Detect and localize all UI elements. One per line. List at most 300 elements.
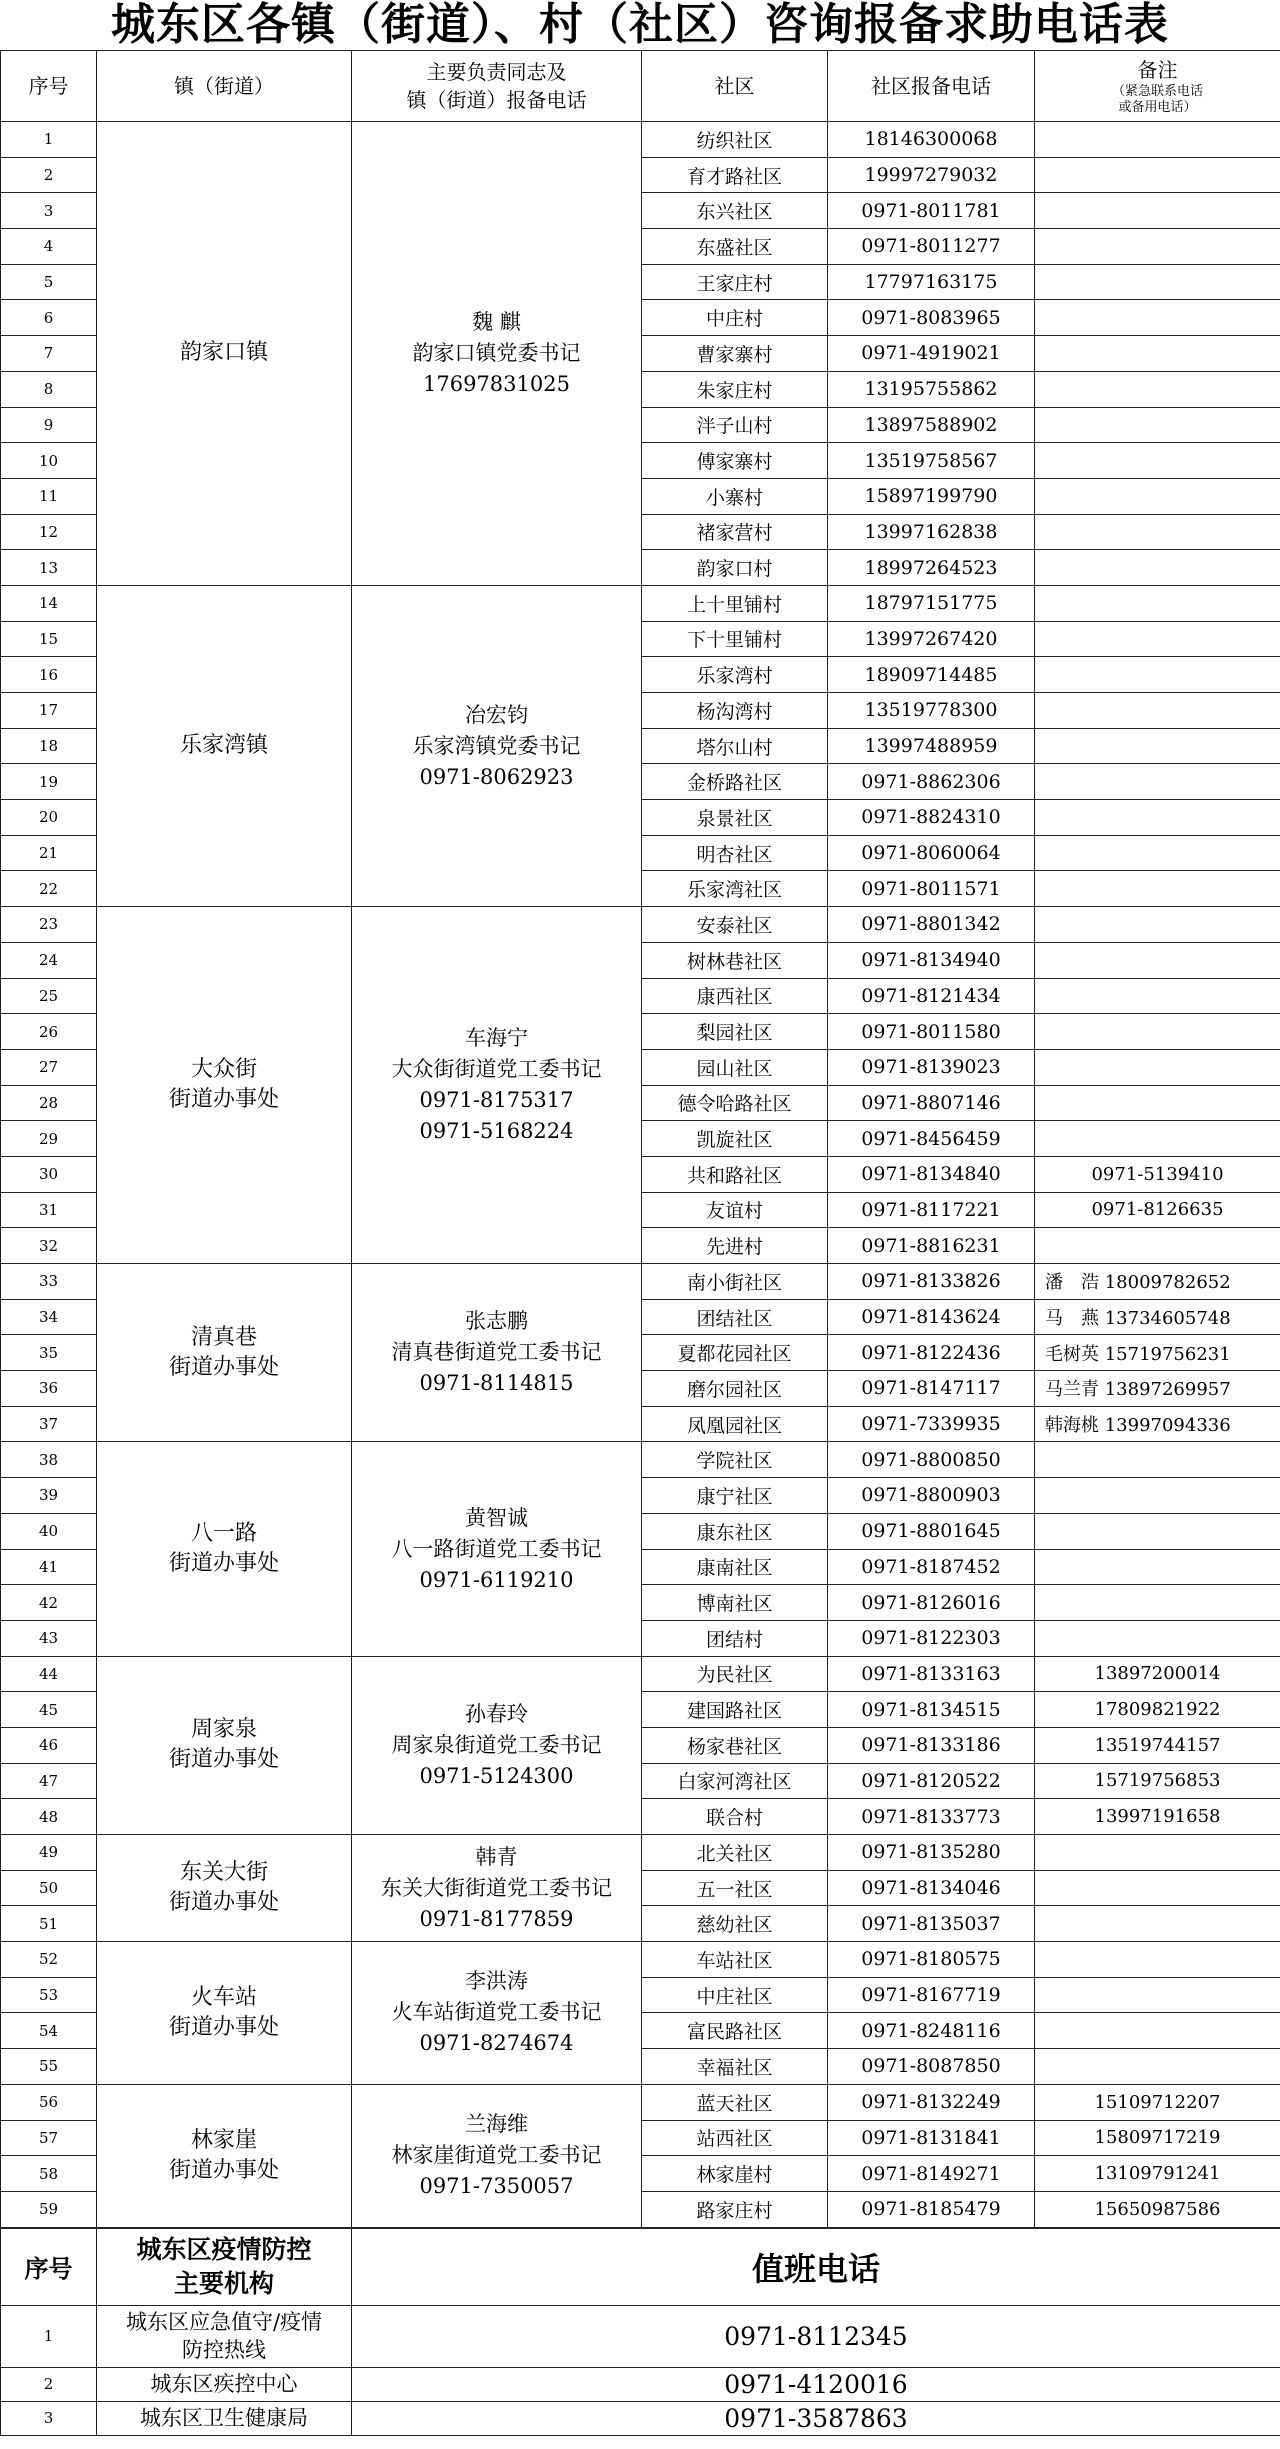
row-number: 27 — [1, 1049, 97, 1085]
community-phone: 0971-8011277 — [828, 229, 1035, 265]
epidemic-org — [97, 2305, 352, 2367]
header-leader — [352, 51, 642, 122]
community-phone: 0971-8167719 — [828, 1977, 1035, 2013]
community-name: 路家庄村 — [642, 2191, 828, 2227]
leader-info-line: 17697831025 — [423, 371, 570, 396]
community-phone: 0971-8133163 — [828, 1656, 1035, 1692]
community-name: 东盛社区 — [642, 229, 828, 265]
note-cell — [1035, 443, 1280, 479]
epidemic-table-body — [1, 2305, 1280, 2435]
epidemic-tel: 0971-8112345 — [352, 2305, 1280, 2367]
row-number: 38 — [1, 1442, 97, 1478]
community-phone: 0971-8187452 — [828, 1549, 1035, 1585]
community-phone: 0971-8800850 — [828, 1442, 1035, 1478]
community-phone: 0971-8060064 — [828, 835, 1035, 871]
row-number: 3 — [1, 193, 97, 229]
community-name: 明杏社区 — [642, 835, 828, 871]
note-cell — [1035, 621, 1280, 657]
row-number: 1 — [1, 122, 97, 158]
epidemic-org — [97, 2367, 352, 2401]
community-phone: 13897588902 — [828, 407, 1035, 443]
community-name: 慈幼社区 — [642, 1906, 828, 1942]
header-note-title: 备注 — [1137, 58, 1178, 82]
community-name: 塔尔山村 — [642, 728, 828, 764]
contact-table-body — [1, 122, 1280, 2228]
row-number: 22 — [1, 871, 97, 907]
community-name: 乐家湾村 — [642, 657, 828, 693]
note-cell: 韩海桃 13997094336 — [1035, 1406, 1280, 1442]
note-cell — [1035, 1513, 1280, 1549]
town-name-line: 林家崖 — [190, 2127, 257, 2153]
leader-info-line: 0971-8175317 — [419, 1088, 574, 1113]
community-name: 上十里铺村 — [642, 585, 828, 621]
community-phone: 0971-8862306 — [828, 764, 1035, 800]
community-name: 友谊村 — [642, 1192, 828, 1228]
table-row — [1, 2084, 1280, 2120]
note-cell — [1035, 407, 1280, 443]
community-phone: 17797163175 — [828, 264, 1035, 300]
community-name: 康宁社区 — [642, 1478, 828, 1514]
community-name: 下十里铺村 — [642, 621, 828, 657]
community-name: 梨园社区 — [642, 1014, 828, 1050]
town-name-line: 东关大街 — [179, 1860, 268, 1886]
leader-cell — [352, 1942, 642, 2085]
community-phone: 0971-8147117 — [828, 1371, 1035, 1407]
note-cell — [1035, 800, 1280, 836]
town-name-line: 韵家口镇 — [179, 340, 268, 366]
leader-info-line: 0971-8062923 — [419, 764, 574, 789]
community-name: 五一社区 — [642, 1870, 828, 1906]
row-number: 12 — [1, 514, 97, 550]
community-phone: 0971-8134515 — [828, 1692, 1035, 1728]
community-phone: 15897199790 — [828, 478, 1035, 514]
table-row — [1, 585, 1280, 621]
community-phone: 0971-8122303 — [828, 1620, 1035, 1656]
community-phone: 0971-8011781 — [828, 193, 1035, 229]
row-number: 30 — [1, 1156, 97, 1192]
epidemic-header-row — [1, 2228, 1280, 2305]
note-cell — [1035, 1835, 1280, 1871]
community-phone: 13519778300 — [828, 693, 1035, 729]
row-number: 15 — [1, 621, 97, 657]
community-name: 车站社区 — [642, 1942, 828, 1978]
leader-info-line: 韩青 — [475, 1844, 518, 1869]
leader-info-line: 0971-8114815 — [419, 1371, 574, 1396]
leader-info-line: 东关大街街道党工委书记 — [381, 1875, 612, 1900]
community-name: 王家庄村 — [642, 264, 828, 300]
community-phone: 0971-8117221 — [828, 1192, 1035, 1228]
note-cell — [1035, 229, 1280, 265]
community-name: 康西社区 — [642, 978, 828, 1014]
community-phone: 0971-8180575 — [828, 1942, 1035, 1978]
row-number: 59 — [1, 2191, 97, 2227]
leader-info-line: 魏 麒 — [472, 309, 521, 334]
community-name: 磨尔园社区 — [642, 1371, 828, 1407]
community-phone: 0971-8456459 — [828, 1121, 1035, 1157]
town-cell — [97, 1835, 352, 1942]
leader-cell — [352, 907, 642, 1264]
town-name-line: 清真巷 — [190, 1324, 257, 1350]
row-number: 6 — [1, 300, 97, 336]
community-name: 富民路社区 — [642, 2013, 828, 2049]
epidemic-header-org-line: 主要机构 — [173, 2268, 274, 2298]
note-cell: 马兰青 13897269957 — [1035, 1371, 1280, 1407]
community-name: 杨沟湾村 — [642, 693, 828, 729]
community-name: 树林巷社区 — [642, 942, 828, 978]
table-row — [1, 1835, 1280, 1871]
leader-info-line: 张志鹏 — [465, 1309, 528, 1334]
row-number: 56 — [1, 2084, 97, 2120]
note-cell — [1035, 1870, 1280, 1906]
row-number: 46 — [1, 1727, 97, 1763]
town-name-line: 街道办事处 — [168, 1747, 279, 1773]
row-number: 29 — [1, 1121, 97, 1157]
header-leader-line: 主要负责同志及 — [426, 60, 567, 84]
note-cell — [1035, 2013, 1280, 2049]
community-name: 中庄村 — [642, 300, 828, 336]
note-cell: 17809821922 — [1035, 1692, 1280, 1728]
row-number: 10 — [1, 443, 97, 479]
leader-cell — [352, 1835, 642, 1942]
epidemic-row — [1, 2305, 1280, 2367]
note-cell: 0971-8126635 — [1035, 1192, 1280, 1228]
community-phone: 0971-8800903 — [828, 1478, 1035, 1514]
row-number: 54 — [1, 2013, 97, 2049]
note-cell — [1035, 1121, 1280, 1157]
town-name-line: 街道办事处 — [168, 2157, 279, 2183]
header-town: 镇（街道） — [97, 51, 352, 122]
note-cell — [1035, 1442, 1280, 1478]
leader-info-line: 周家泉街道党工委书记 — [391, 1732, 602, 1757]
leader-info-line: 0971-5168224 — [419, 1119, 574, 1144]
note-cell: 马 燕 13734605748 — [1035, 1299, 1280, 1335]
community-phone: 0971-8133826 — [828, 1264, 1035, 1300]
epidemic-table — [0, 2228, 1280, 2436]
contact-table — [0, 50, 1280, 2228]
community-phone: 0971-8134840 — [828, 1156, 1035, 1192]
epidemic-row-number: 3 — [1, 2401, 97, 2435]
row-number: 28 — [1, 1085, 97, 1121]
note-cell — [1035, 835, 1280, 871]
town-name-line: 街道办事处 — [168, 1551, 279, 1576]
leader-cell — [352, 122, 642, 586]
row-number: 58 — [1, 2156, 97, 2192]
community-phone: 13195755862 — [828, 371, 1035, 407]
epidemic-row-number: 1 — [1, 2305, 97, 2367]
community-phone: 0971-8149271 — [828, 2156, 1035, 2192]
header-leader-line: 镇（街道）报备电话 — [406, 88, 587, 112]
note-cell — [1035, 728, 1280, 764]
row-number: 39 — [1, 1478, 97, 1514]
epidemic-header-org-line: 城东区疫情防控 — [136, 2234, 312, 2264]
row-number: 45 — [1, 1692, 97, 1728]
community-name: 康东社区 — [642, 1513, 828, 1549]
community-phone: 0971-8134046 — [828, 1870, 1035, 1906]
note-cell — [1035, 871, 1280, 907]
community-phone: 0971-8139023 — [828, 1049, 1035, 1085]
row-number: 5 — [1, 264, 97, 300]
community-name: 建国路社区 — [642, 1692, 828, 1728]
community-phone: 19997279032 — [828, 157, 1035, 193]
row-number: 36 — [1, 1371, 97, 1407]
note-cell — [1035, 478, 1280, 514]
town-cell — [97, 1442, 352, 1656]
community-name: 白家河湾社区 — [642, 1763, 828, 1799]
row-number: 34 — [1, 1299, 97, 1335]
row-number: 50 — [1, 1870, 97, 1906]
leader-info-line: 大众街街道党工委书记 — [391, 1057, 602, 1082]
community-name: 韵家口村 — [642, 550, 828, 586]
note-cell — [1035, 942, 1280, 978]
epidemic-tel: 0971-3587863 — [352, 2401, 1280, 2435]
row-number: 47 — [1, 1763, 97, 1799]
row-number: 26 — [1, 1014, 97, 1050]
note-cell — [1035, 371, 1280, 407]
note-cell — [1035, 764, 1280, 800]
community-name: 先进村 — [642, 1228, 828, 1264]
row-number: 48 — [1, 1799, 97, 1835]
leader-info-line: 车海宁 — [465, 1026, 528, 1051]
community-phone: 0971-8185479 — [828, 2191, 1035, 2227]
header-note-sub: （紧急联系电话 — [1111, 84, 1203, 99]
community-phone: 0971-8132249 — [828, 2084, 1035, 2120]
row-number: 4 — [1, 229, 97, 265]
note-cell — [1035, 1228, 1280, 1264]
community-name: 中庄社区 — [642, 1977, 828, 2013]
community-phone: 0971-8135280 — [828, 1835, 1035, 1871]
community-name: 南小街社区 — [642, 1264, 828, 1300]
community-name: 幸福社区 — [642, 2049, 828, 2085]
community-name: 学院社区 — [642, 1442, 828, 1478]
leader-info-line: 兰海维 — [465, 2112, 528, 2137]
header-note-sub: 或备用电话） — [1118, 100, 1197, 115]
town-cell — [97, 907, 352, 1264]
row-number: 11 — [1, 478, 97, 514]
leader-info-line: 0971-5124300 — [419, 1763, 574, 1788]
row-number: 35 — [1, 1335, 97, 1371]
community-phone: 18997264523 — [828, 550, 1035, 586]
header-community: 社区 — [642, 51, 828, 122]
town-cell — [97, 585, 352, 906]
community-phone: 18146300068 — [828, 122, 1035, 158]
community-name: 夏都花园社区 — [642, 1335, 828, 1371]
community-phone: 0971-8248116 — [828, 2013, 1035, 2049]
town-name-line: 周家泉 — [190, 1717, 257, 1743]
community-phone: 13997162838 — [828, 514, 1035, 550]
note-cell — [1035, 1049, 1280, 1085]
community-name: 博南社区 — [642, 1585, 828, 1621]
row-number: 31 — [1, 1192, 97, 1228]
note-cell — [1035, 1977, 1280, 2013]
row-number: 7 — [1, 336, 97, 372]
row-number: 2 — [1, 157, 97, 193]
leader-info-line: 八一路街道党工委书记 — [391, 1536, 602, 1561]
community-phone: 18797151775 — [828, 585, 1035, 621]
community-name: 育才路社区 — [642, 157, 828, 193]
note-cell — [1035, 978, 1280, 1014]
row-number: 51 — [1, 1906, 97, 1942]
note-cell: 15650987586 — [1035, 2191, 1280, 2227]
community-phone: 18909714485 — [828, 657, 1035, 693]
row-number: 37 — [1, 1406, 97, 1442]
community-phone: 0971-8143624 — [828, 1299, 1035, 1335]
community-name: 小寨村 — [642, 478, 828, 514]
note-cell — [1035, 336, 1280, 372]
leader-cell — [352, 2084, 642, 2227]
community-phone: 0971-8807146 — [828, 1085, 1035, 1121]
note-cell — [1035, 1942, 1280, 1978]
leader-info-line: 0971-8177859 — [419, 1906, 574, 1931]
note-cell: 13897200014 — [1035, 1656, 1280, 1692]
leader-info-line: 李洪涛 — [465, 1969, 528, 1994]
community-phone: 0971-8816231 — [828, 1228, 1035, 1264]
town-cell — [97, 1942, 352, 2085]
community-name: 东兴社区 — [642, 193, 828, 229]
community-name: 北关社区 — [642, 1835, 828, 1871]
leader-info-line: 韵家口镇党委书记 — [412, 340, 581, 365]
row-number: 9 — [1, 407, 97, 443]
community-phone: 0971-4919021 — [828, 336, 1035, 372]
note-cell — [1035, 1014, 1280, 1050]
community-name: 泉景社区 — [642, 800, 828, 836]
epidemic-row — [1, 2401, 1280, 2435]
community-phone: 0971-8083965 — [828, 300, 1035, 336]
note-cell — [1035, 514, 1280, 550]
community-phone: 0971-8121434 — [828, 978, 1035, 1014]
note-cell — [1035, 550, 1280, 586]
community-name: 凯旋社区 — [642, 1121, 828, 1157]
community-phone: 0971-7339935 — [828, 1406, 1035, 1442]
town-cell — [97, 1264, 352, 1442]
community-name: 傅家寨村 — [642, 443, 828, 479]
note-cell — [1035, 2049, 1280, 2085]
town-name-line: 火车站 — [190, 1984, 257, 2010]
leader-info-line: 0971-8274674 — [419, 2031, 574, 2056]
row-number: 41 — [1, 1549, 97, 1585]
note-cell — [1035, 657, 1280, 693]
row-number: 20 — [1, 800, 97, 836]
table-row — [1, 907, 1280, 943]
note-cell: 13109791241 — [1035, 2156, 1280, 2192]
community-name: 团结社区 — [642, 1299, 828, 1335]
row-number: 52 — [1, 1942, 97, 1978]
community-name: 乐家湾社区 — [642, 871, 828, 907]
note-cell — [1035, 1620, 1280, 1656]
community-name: 金桥路社区 — [642, 764, 828, 800]
note-cell: 13519744157 — [1035, 1727, 1280, 1763]
community-phone: 0971-8011571 — [828, 871, 1035, 907]
note-cell — [1035, 264, 1280, 300]
community-name: 褚家营村 — [642, 514, 828, 550]
leader-info-line: 冶宏钧 — [465, 702, 528, 727]
row-number: 25 — [1, 978, 97, 1014]
town-name-line: 乐家湾镇 — [179, 733, 268, 759]
community-phone: 0971-8134940 — [828, 942, 1035, 978]
note-cell — [1035, 1585, 1280, 1621]
header-phone: 社区报备电话 — [828, 51, 1035, 122]
epidemic-org-line: 城东区疾控中心 — [150, 2372, 298, 2397]
row-number: 18 — [1, 728, 97, 764]
epidemic-header-tel: 值班电话 — [352, 2228, 1280, 2305]
note-cell — [1035, 1549, 1280, 1585]
row-number: 19 — [1, 764, 97, 800]
community-name: 联合村 — [642, 1799, 828, 1835]
row-number: 42 — [1, 1585, 97, 1621]
row-number: 32 — [1, 1228, 97, 1264]
note-cell — [1035, 1085, 1280, 1121]
leader-info-line: 0971-7350057 — [419, 2174, 574, 2199]
leader-cell — [352, 1442, 642, 1656]
header-seq: 序号 — [1, 51, 97, 122]
community-phone: 0971-8824310 — [828, 800, 1035, 836]
leader-info-line: 乐家湾镇党委书记 — [412, 733, 581, 758]
table-row — [1, 1442, 1280, 1478]
leader-info-line: 黄智诚 — [465, 1505, 528, 1530]
community-name: 园山社区 — [642, 1049, 828, 1085]
town-cell — [97, 1656, 352, 1834]
note-cell — [1035, 193, 1280, 229]
epidemic-row-number: 2 — [1, 2367, 97, 2401]
community-phone: 0971-8801342 — [828, 907, 1035, 943]
row-number: 55 — [1, 2049, 97, 2085]
row-number: 40 — [1, 1513, 97, 1549]
epidemic-header-seq: 序号 — [1, 2228, 97, 2305]
community-name: 团结村 — [642, 1620, 828, 1656]
row-number: 33 — [1, 1264, 97, 1300]
table-row — [1, 1264, 1280, 1300]
row-number: 49 — [1, 1835, 97, 1871]
community-phone: 0971-8011580 — [828, 1014, 1035, 1050]
community-phone: 0971-8131841 — [828, 2120, 1035, 2156]
community-name: 凤凰园社区 — [642, 1406, 828, 1442]
epidemic-org-line: 城东区应急值守/疫情 — [125, 2310, 323, 2335]
epidemic-header-org — [97, 2228, 352, 2305]
community-phone: 0971-8133773 — [828, 1799, 1035, 1835]
community-name: 朱家庄村 — [642, 371, 828, 407]
leader-cell — [352, 585, 642, 906]
town-name-line: 街道办事处 — [168, 1087, 279, 1113]
leader-info-line: 林家崖街道党工委书记 — [391, 2143, 602, 2168]
community-phone: 0971-8801645 — [828, 1513, 1035, 1549]
community-name: 泮子山村 — [642, 407, 828, 443]
note-cell — [1035, 157, 1280, 193]
community-phone: 0971-8135037 — [828, 1906, 1035, 1942]
row-number: 57 — [1, 2120, 97, 2156]
community-name: 林家崖村 — [642, 2156, 828, 2192]
table-row — [1, 1942, 1280, 1978]
community-name: 曹家寨村 — [642, 336, 828, 372]
table-row — [1, 122, 1280, 158]
note-cell — [1035, 693, 1280, 729]
note-cell: 毛树英 15719756231 — [1035, 1335, 1280, 1371]
leader-cell — [352, 1264, 642, 1442]
note-cell: 15719756853 — [1035, 1763, 1280, 1799]
header-note — [1035, 51, 1280, 122]
town-name-line: 街道办事处 — [168, 1354, 279, 1380]
community-name: 纺织社区 — [642, 122, 828, 158]
table-header-row — [1, 51, 1280, 122]
community-name: 站西社区 — [642, 2120, 828, 2156]
community-name: 安泰社区 — [642, 907, 828, 943]
community-phone: 13997488959 — [828, 728, 1035, 764]
community-phone: 0971-8133186 — [828, 1727, 1035, 1763]
note-cell — [1035, 907, 1280, 943]
note-cell: 15809717219 — [1035, 2120, 1280, 2156]
leader-info-line: 清真巷街道党工委书记 — [391, 1340, 602, 1365]
leader-info-line: 0971-6119210 — [419, 1567, 574, 1592]
row-number: 17 — [1, 693, 97, 729]
epidemic-org-line: 防控热线 — [182, 2338, 266, 2363]
